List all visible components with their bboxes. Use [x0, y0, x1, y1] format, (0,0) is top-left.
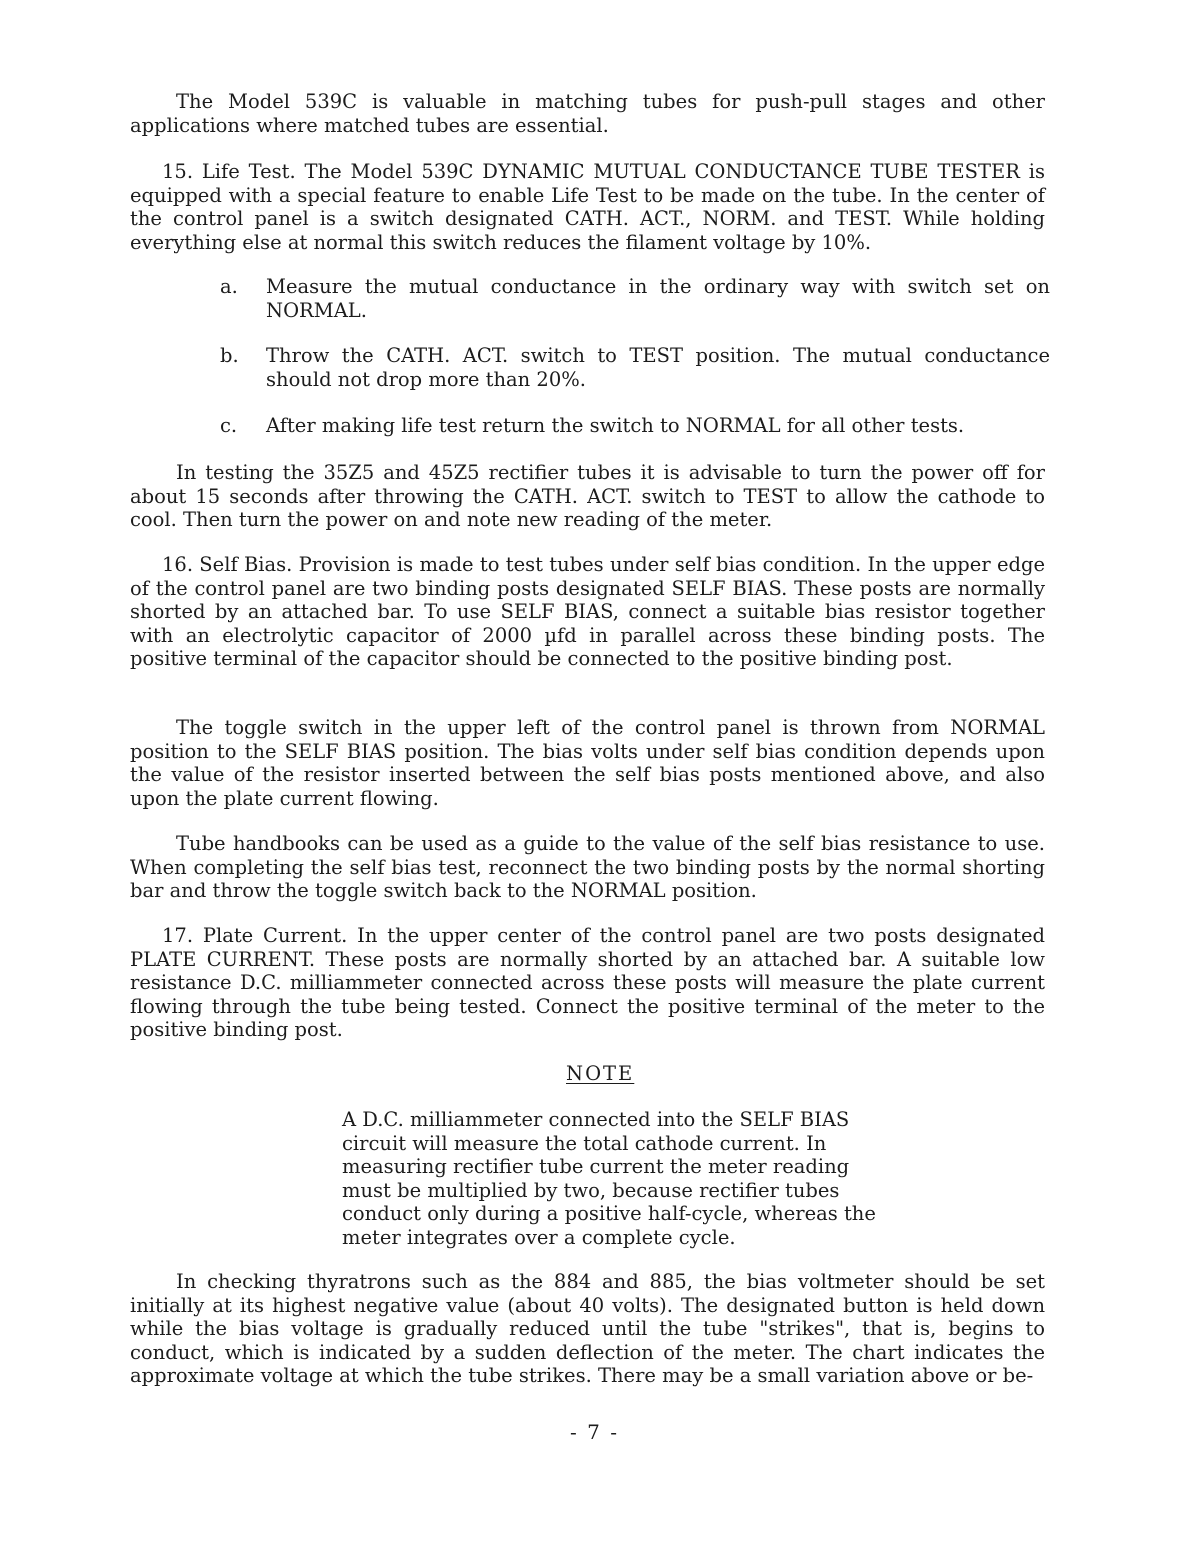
- list-item-b: [220, 344, 1050, 391]
- list-item-letter: b.: [220, 344, 239, 367]
- list-item-letter: a.: [220, 275, 238, 298]
- note-heading: NOTE: [566, 1062, 635, 1085]
- list-item-text: Throw the CATH. ACT. switch to TEST position. The mutual conductance should not drop more than 20%.: [266, 344, 1050, 391]
- paragraph-17-plate-current: 17. Plate Current. In the upper center of the control panel are two posts designated PLATE CURRENT. These posts are normally shorted by an attached bar. A suitable low resistance D.C. milliammeter connected across these posts will measure the plate current flowing through the tube being tested. Connect the positive terminal of the meter to the positive binding post.: [130, 924, 1045, 1041]
- list-item-letter: c.: [220, 414, 238, 437]
- paragraph-16-self-bias: 16. Self Bias. Provision is made to test tubes under self bias condition. In the upper edge of the control panel are two binding posts designated SELF BIAS. These posts are normally shorted by an attached bar. To use SELF BIAS, connect a suitable bias resistor together with an electrolytic capacitor of 2000 µfd in parallel across these binding posts. The positive terminal of the capacitor should be connected to the positive binding post.: [130, 553, 1045, 670]
- paragraph-toggle-switch: The toggle switch in the upper left of the control panel is thrown from NORMAL position to the SELF BIAS position. The bias volts under self bias condition depends upon the value of the resistor inserted between the self bias posts mentioned above, and also upon the plate current flowing.: [130, 716, 1045, 810]
- list-item-a: [220, 275, 1050, 322]
- page-number: - 7 -: [570, 1420, 619, 1444]
- paragraph-matching-tubes: The Model 539C is valuable in matching tubes for push-pull stages and other applications where matched tubes are essential.: [130, 90, 1045, 137]
- list-item-text: Measure the mutual conductance in the ordinary way with switch set on NORMAL.: [266, 275, 1050, 322]
- list-item-c: [220, 414, 1050, 438]
- paragraph-rectifier-tubes: In testing the 35Z5 and 45Z5 rectifier tubes it is advisable to turn the power off for about 15 seconds after throwing the CATH. ACT. switch to TEST to allow the cathode to cool. Then turn the power on and note new reading of the meter.: [130, 461, 1045, 531]
- paragraph-15-life-test: 15. Life Test. The Model 539C DYNAMIC MUTUAL CONDUCTANCE TUBE TESTER is equipped with a special feature to enable Life Test to be made on the tube. In the center of the control panel is a switch designated CATH. ACT., NORM. and TEST. While holding everything else at normal this switch reduces the filament voltage by 10%.: [130, 160, 1045, 254]
- paragraph-tube-handbooks: Tube handbooks can be used as a guide to the value of the self bias resistance to use. When completing the self bias test, reconnect the two binding posts by the normal shorting bar and throw the toggle switch back to the NORMAL position.: [130, 832, 1045, 902]
- paragraph-thyratrons: In checking thyratrons such as the 884 and 885, the bias voltmeter should be set initially at its highest negative value (about 40 volts). The designated button is held down while the bias voltage is gradually reduced until the tube "strikes", that is, begins to conduct, which is indicated by a sudden deflection of the meter. The chart indicates the approximate voltage at which the tube strikes. There may be a small variation above or be-: [130, 1270, 1045, 1387]
- list-item-text: After making life test return the switch to NORMAL for all other tests.: [266, 414, 965, 437]
- note-body: A D.C. milliammeter connected into the SELF BIAS circuit will measure the total cathode current. In measuring rectifier tube current the meter reading must be multiplied by two, because rectifier tubes conduct only during a positive half-cycle, whereas the meter integrates over a complete cycle.: [342, 1108, 876, 1249]
